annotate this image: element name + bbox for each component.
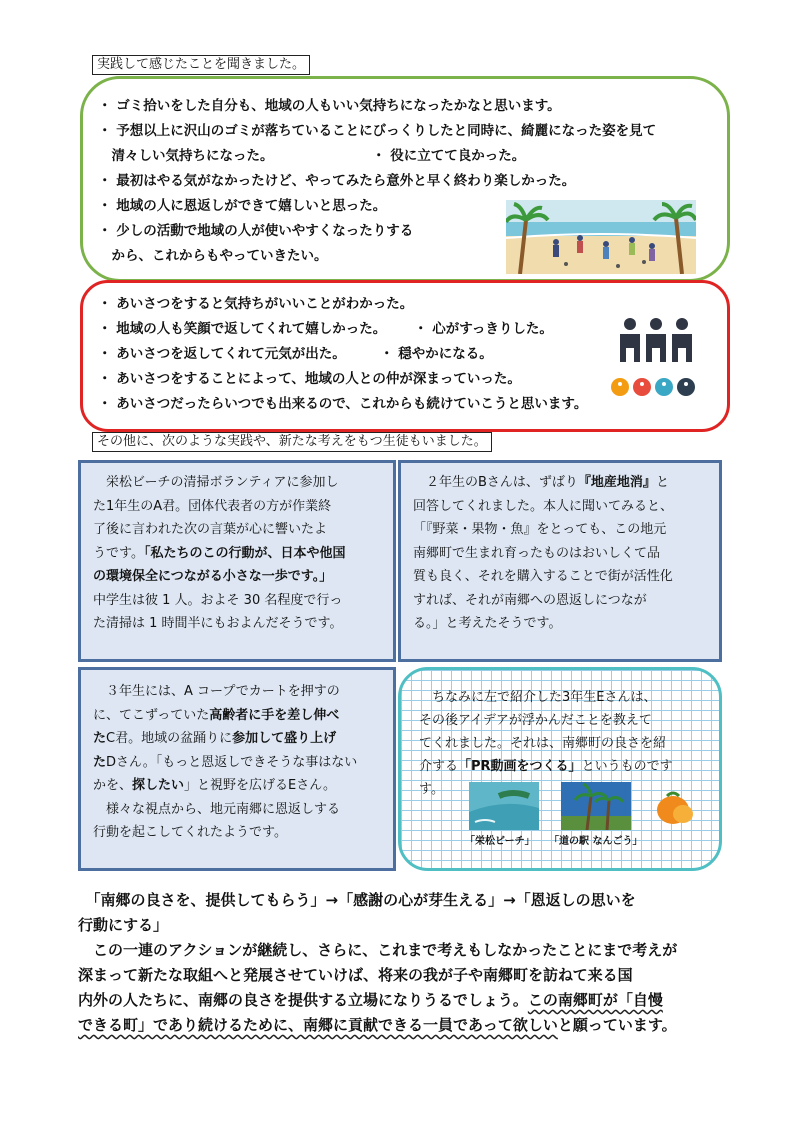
- green-item: ・ 最初はやる気がなかったけど、やってみたら意外と早く終わり楽しかった。: [98, 173, 576, 189]
- palm-trees-photo: [561, 782, 631, 830]
- closing-line: この一連のアクションが継続し、さらに、これまで考えもしなかったことにまで考えが: [78, 941, 678, 959]
- section-tag: その他に、次のような実践や、新たな考えをもつ生徒もいました。: [92, 432, 492, 452]
- red-item: ・ 心がすっきりした。: [414, 321, 553, 337]
- red-item: ・ あいさつを返してくれて元気が出た。: [98, 346, 346, 362]
- closing-line: 「南郷の良さを、提供してもらう」→「感謝の心が芽生える」→「恩返しの思いを: [78, 891, 636, 909]
- highlight-keyword: た: [93, 731, 107, 746]
- red-item: ・ 穏やかになる。: [380, 346, 493, 362]
- panel-text: 「『野菜・果物・魚』をとっても、この地元: [413, 522, 667, 537]
- people-cheer-icon: [618, 316, 696, 366]
- sdg-icons: [610, 376, 710, 398]
- section-tag: 実践して感じたことを聞きました。: [92, 55, 310, 75]
- panel-text: ちなみに左で紹介した3年生Eさんは、: [419, 690, 657, 705]
- story-panel-3: [78, 667, 396, 871]
- green-item: ・ 予想以上に沢山のゴミが落ちていることにびっくりしたと同時に、綺麗になった姿を見て: [98, 123, 657, 139]
- panel-text: 南郷町で生まれ育ったものはおいしくて品: [413, 545, 661, 561]
- closing-emphasis: この南郷町が「自慢: [527, 991, 663, 1009]
- panel-text: と: [655, 475, 669, 490]
- beach-cleanup-illustration: [506, 200, 696, 274]
- panel-text: というものです: [581, 759, 673, 774]
- panel-text: 回答してくれました。本人に聞いてみると、: [413, 498, 674, 514]
- panel-text: すれば、それが南郷への恩返しにつなが: [413, 592, 647, 608]
- closing-text: と願っています。: [557, 1016, 677, 1034]
- red-item: ・ あいさつをすることによって、地域の人との仲が深まっていった。: [98, 371, 521, 387]
- panel-text: C君。地域の盆踊りに: [106, 731, 233, 746]
- green-item: から、これからもやっていきたい。: [98, 248, 328, 264]
- panel-text: うです。: [93, 545, 144, 561]
- highlight-quote: の環境保全につながる小さな一歩です。」: [93, 569, 333, 584]
- green-item: ・ 少しの活動で地域の人が使いやすくなったりする: [98, 223, 414, 239]
- story-panel-1: [78, 460, 396, 662]
- panel-text: かを、: [93, 778, 133, 793]
- highlight-keyword: 『地産地消』: [577, 475, 656, 490]
- highlight-keyword: 高齢者に手を差し伸べ: [209, 707, 340, 723]
- closing-emphasis: できる町」であり続けるために、南郷に貢献できる一員であって欲しい: [78, 1016, 558, 1034]
- panel-text: 栄松ビーチの清掃ボランティアに参加し: [93, 475, 339, 490]
- panel-text: ２年生のBさんは、ずばり: [413, 475, 578, 490]
- panel-text: ３年生には、A コープでカートを押すの: [93, 684, 340, 699]
- panel-text: てくれました。それは、南郷町の良さを紹: [419, 736, 667, 751]
- closing-text: 内外の人たちに、南郷の良さを提供する立場になりうるでしょう。: [78, 991, 528, 1009]
- green-item: ・ 地域の人に恩返しができて嬉しいと思った。: [98, 198, 387, 214]
- panel-text: 行動を起こしてくれたようです。: [93, 825, 287, 840]
- red-item: ・ あいさつだったらいつでも出来るので、これからも続けていこうと思います。: [98, 396, 588, 412]
- panel-text: す。: [419, 782, 444, 797]
- panel-text: その後アイデアが浮かんだことを教えて: [419, 713, 652, 728]
- green-item: 清々しい気持ちになった。: [98, 148, 274, 164]
- photo-caption: 「栄松ビーチ」: [465, 836, 535, 847]
- closing-line: [78, 1013, 677, 1038]
- panel-text: 介する: [419, 759, 459, 774]
- mango-fruit-icon: [653, 788, 697, 828]
- closing-line: [78, 988, 663, 1013]
- panel-text: Dさん。「もっと恩返しできそうな事はない: [106, 754, 358, 770]
- panel-text: る。」と考えたそうです。: [413, 616, 562, 631]
- highlight-keyword: た: [93, 754, 107, 770]
- red-item: ・ あいさつをすると気持ちがいいことがわかった。: [98, 296, 414, 312]
- photo-caption: 「道の駅 なんごう」: [549, 836, 643, 847]
- panel-text: た清掃は 1 時間半にもおよんだそうです。: [93, 616, 343, 631]
- panel-text: 中学生は彼 1 人。およそ 30 名程度で行っ: [93, 592, 343, 608]
- highlight-keyword: 参加して盛り上げ: [232, 731, 337, 746]
- closing-line: 深まって新たな取組へと発展させていけば、将来の我が子や南郷町を訪ねて来る国: [78, 966, 633, 984]
- green-item: ・ ゴミ拾いをした自分も、地域の人もいい気持ちになったかなと思います。: [98, 98, 561, 114]
- panel-text: 了後に言われた次の言葉が心に響いたよ: [93, 522, 328, 537]
- highlight-quote: 「私たちのこの行動が、日本や他国: [143, 545, 346, 561]
- closing-line: 行動にする」: [78, 916, 169, 934]
- story-panel-2: [398, 460, 722, 662]
- green-item: ・ 役に立てて良かった。: [372, 148, 526, 164]
- red-item: ・ 地域の人も笑顔で返してくれて嬉しかった。: [98, 321, 387, 337]
- panel-text: に、てこずっていた: [93, 707, 210, 723]
- panel-text: 質も良く、それを購入することで街が活性化: [413, 569, 673, 584]
- beach-photo: [469, 782, 539, 830]
- highlight-keyword: 探したい: [132, 778, 185, 793]
- highlight-keyword: 「PR動画をつくる」: [458, 759, 582, 774]
- panel-text: 様々な視点から、地元南郷に恩返しする: [93, 801, 341, 817]
- panel-text: 」と視野を広げるEさん。: [184, 778, 337, 793]
- panel-text: た1年生のA君。団体代表者の方が作業終: [93, 498, 332, 514]
- story-panel-4: [398, 667, 722, 871]
